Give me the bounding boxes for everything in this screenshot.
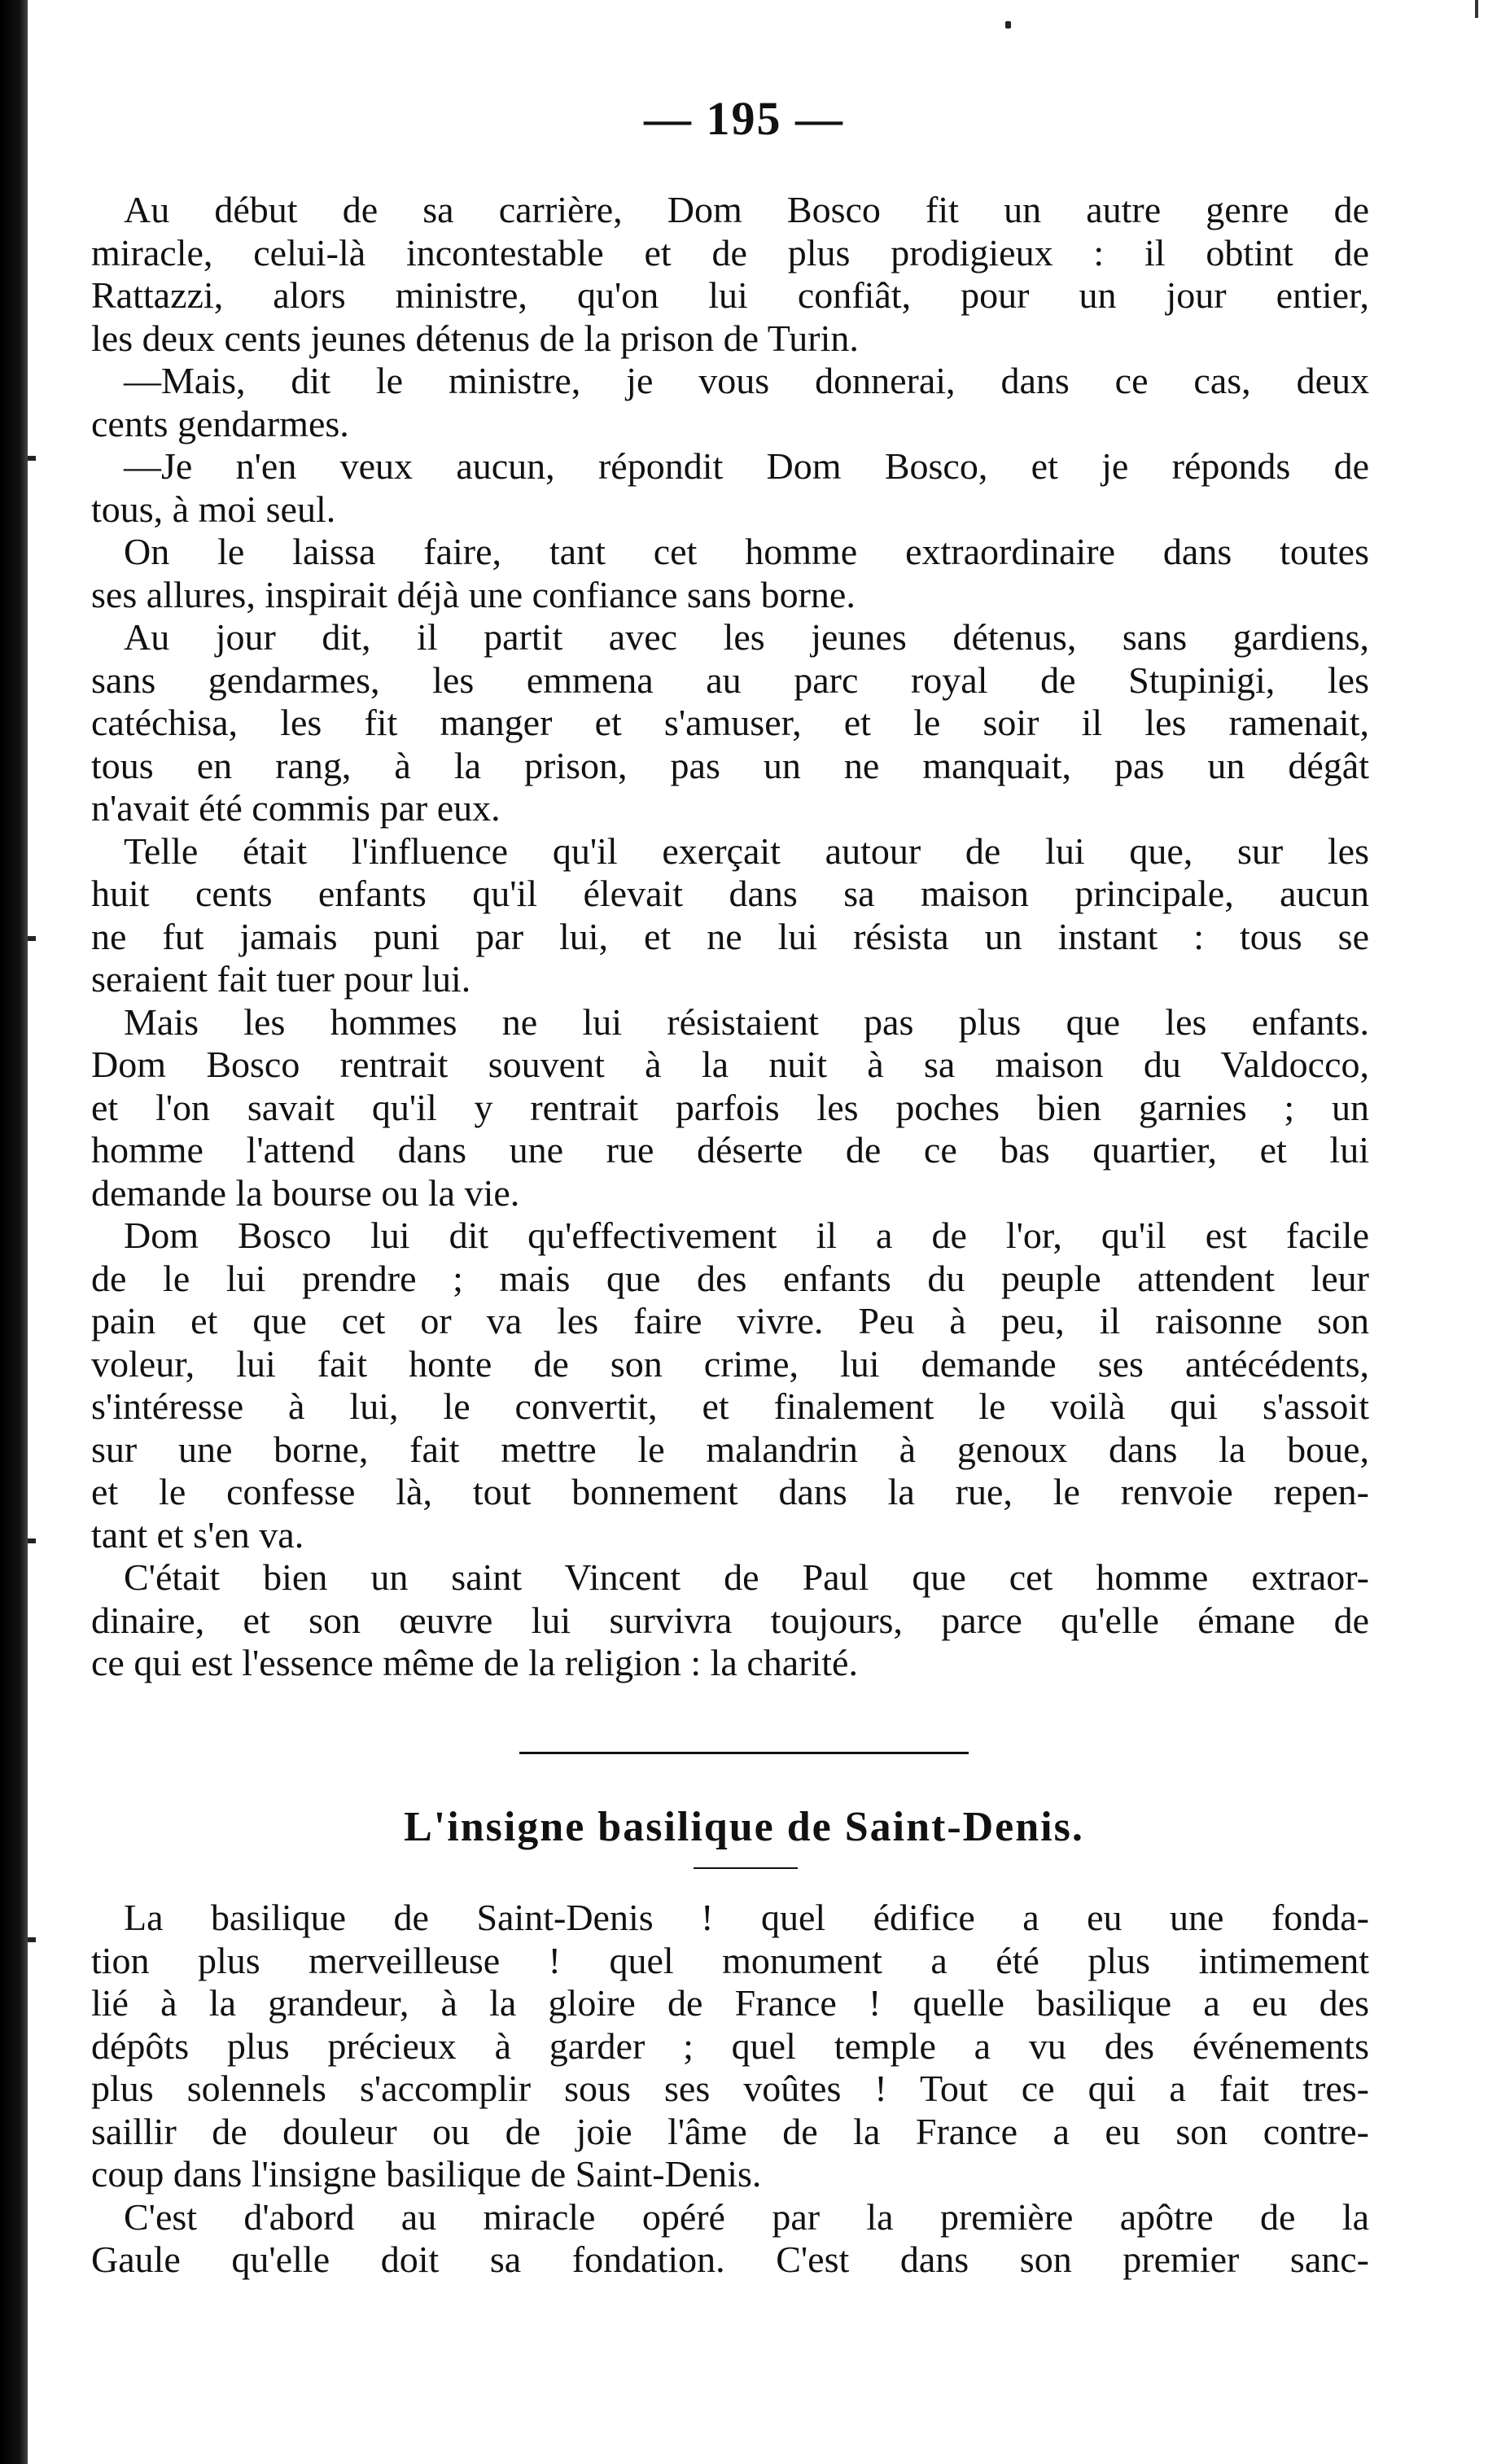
text-line: La basilique de Saint-Denis ! quel édifice a eu une fonda- xyxy=(124,1897,1369,1938)
text-line: miracle, celui-là incontestable et de plus prodigieux : il obtint de xyxy=(91,231,1369,274)
text-line: —Je n'en veux aucun, répondit Dom Bosco, et je réponds de xyxy=(124,445,1369,487)
text-line: tous en rang, à la prison, pas un ne manquait, pas un dégât xyxy=(91,744,1369,786)
title-underline-rule xyxy=(694,1867,798,1869)
text-line: Dom Bosco lui dit qu'effectivement il a de l'or, qu'il est facile xyxy=(124,1214,1369,1256)
text-line: On le laissa faire, tant cet homme extraordinaire dans toutes xyxy=(124,531,1369,572)
text-line: voleur, lui fait honte de son crime, lui demande ses antécédents, xyxy=(91,1342,1369,1385)
book-spine-edge xyxy=(0,0,28,2464)
text-line: n'avait été commis par eux. xyxy=(91,787,501,829)
text-line: tous, à moi seul. xyxy=(91,488,336,530)
text-line: Rattazzi, alors ministre, qu'on lui confiât, pour un jour entier, xyxy=(91,274,1369,316)
text-line: Mais les hommes ne lui résistaient pas plus que les enfants. xyxy=(124,1000,1369,1043)
text-line: demande la bourse ou la vie. xyxy=(91,1171,520,1214)
section-divider-rule xyxy=(519,1752,969,1754)
text-line: lié à la grandeur, à la gloire de France ! quelle basilique a eu des xyxy=(91,1982,1369,2024)
text-line: dépôts plus précieux à garder ; quel temple a vu des événements xyxy=(91,2024,1369,2067)
spine-speck xyxy=(28,936,36,941)
text-line: s'intéresse à lui, le convertit, et finalement le voilà qui s'assoit xyxy=(91,1385,1369,1427)
section-two-text xyxy=(91,1897,1369,2282)
text-line: coup dans l'insigne basilique de Saint-Denis. xyxy=(91,2153,762,2195)
text-line: huit cents enfants qu'il élevait dans sa maison principale, aucun xyxy=(91,873,1369,914)
section-one-text xyxy=(91,189,1369,1685)
text-line: catéchisa, les fit manger et s'amuser, et le soir il les ramenait, xyxy=(91,702,1369,743)
text-line: ce qui est l'essence même de la religion : la charité. xyxy=(91,1642,858,1683)
text-line: les deux cents jeunes détenus de la prison de Turin. xyxy=(91,317,859,359)
text-line: Au jour dit, il partit avec les jeunes détenus, sans gardiens, xyxy=(124,616,1369,658)
text-line: tant et s'en va. xyxy=(91,1513,304,1556)
section-title: L'insigne basilique de Saint-Denis. xyxy=(404,1804,1084,1850)
spine-speck xyxy=(28,1538,36,1543)
text-line: seraient fait tuer pour lui. xyxy=(91,958,471,1000)
text-line: ses allures, inspirait déjà une confiance sans borne. xyxy=(91,573,856,615)
text-line: homme l'attend dans une rue déserte de ce bas quartier, et lui xyxy=(91,1129,1369,1171)
text-line: —Mais, dit le ministre, je vous donnerai, dans ce cas, deux xyxy=(124,360,1369,401)
text-line: C'était bien un saint Vincent de Paul que cet homme extraor- xyxy=(124,1556,1369,1598)
text-line: et le confesse là, tout bonnement dans la rue, le renvoie repen- xyxy=(91,1471,1369,1512)
text-line: pain et que cet or va les faire vivre. Peu à peu, il raisonne son xyxy=(91,1300,1369,1341)
text-line: Telle était l'influence qu'il exerçait autour de lui que, sur les xyxy=(124,829,1369,872)
text-line: et l'on savait qu'il y rentrait parfois les poches bien garnies ; un xyxy=(91,1086,1369,1128)
text-line: ne fut jamais puni par lui, et ne lui résista un instant : tous se xyxy=(91,915,1369,957)
text-line: tion plus merveilleuse ! quel monument a été plus intimement xyxy=(91,1939,1369,1981)
text-line: saillir de douleur ou de joie l'âme de la France a eu son contre- xyxy=(91,2110,1369,2152)
spine-speck xyxy=(28,456,36,461)
text-line: sur une borne, fait mettre le malandrin à genoux dans la boue, xyxy=(91,1428,1369,1470)
text-line: C'est d'abord au miracle opéré par la première apôtre de la xyxy=(124,2195,1369,2238)
text-line: dinaire, et son œuvre lui survivra toujours, parce qu'elle émane de xyxy=(91,1599,1369,1641)
text-line: Dom Bosco rentrait souvent à la nuit à sa maison du Valdocco, xyxy=(91,1044,1369,1085)
text-line: de le lui prendre ; mais que des enfants du peuple attendent leur xyxy=(91,1257,1369,1299)
page-number: — 195 — xyxy=(644,92,844,145)
text-line: cents gendarmes. xyxy=(91,402,349,444)
scan-corner-mark xyxy=(1475,0,1478,18)
text-line: Gaule qu'elle doit sa fondation. C'est dans son premier sanc- xyxy=(91,2239,1369,2280)
text-line: plus solennels s'accomplir sous ses voûtes ! Tout ce qui a fait tres- xyxy=(91,2068,1369,2109)
text-line: sans gendarmes, les emmena au parc royal de Stupinigi, les xyxy=(91,659,1369,701)
ink-speck xyxy=(1005,21,1011,28)
text-line: Au début de sa carrière, Dom Bosco fit un autre genre de xyxy=(124,189,1369,230)
spine-speck xyxy=(28,1937,36,1942)
